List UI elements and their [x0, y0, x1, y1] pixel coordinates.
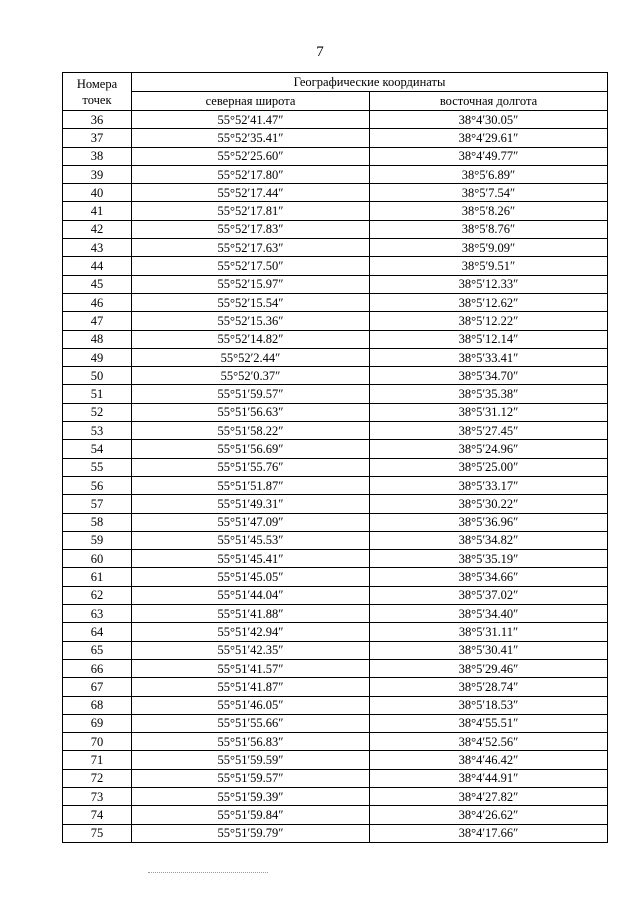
table-row	[63, 678, 608, 696]
point-number-cell: 40	[63, 184, 132, 202]
latitude-cell: 55°51′42.94″	[132, 623, 370, 641]
longitude-cell: 38°5′33.41″	[370, 348, 608, 366]
point-number-cell: 75	[63, 824, 132, 842]
table-row	[63, 641, 608, 659]
latitude-cell: 55°51′41.57″	[132, 659, 370, 677]
latitude-cell: 55°51′59.59″	[132, 751, 370, 769]
table-row	[63, 769, 608, 787]
latitude-cell: 55°51′46.05″	[132, 696, 370, 714]
longitude-cell: 38°5′35.19″	[370, 550, 608, 568]
point-number-cell: 51	[63, 385, 132, 403]
table-row	[63, 568, 608, 586]
longitude-cell: 38°5′31.11″	[370, 623, 608, 641]
table-row	[63, 220, 608, 238]
point-number-cell: 68	[63, 696, 132, 714]
point-number-cell: 72	[63, 769, 132, 787]
point-number-cell: 60	[63, 550, 132, 568]
longitude-cell: 38°4′26.62″	[370, 806, 608, 824]
longitude-cell: 38°4′44.91″	[370, 769, 608, 787]
point-number-cell: 54	[63, 440, 132, 458]
point-number-cell: 66	[63, 659, 132, 677]
table-row	[63, 147, 608, 165]
table-row	[63, 165, 608, 183]
latitude-cell: 55°51′55.76″	[132, 458, 370, 476]
latitude-cell: 55°51′59.79″	[132, 824, 370, 842]
longitude-cell: 38°5′30.22″	[370, 495, 608, 513]
point-number-cell: 69	[63, 714, 132, 732]
table-row	[63, 111, 608, 129]
point-number-cell: 73	[63, 787, 132, 805]
longitude-cell: 38°4′55.51″	[370, 714, 608, 732]
table-row	[63, 733, 608, 751]
table-row	[63, 348, 608, 366]
latitude-cell: 55°52′17.63″	[132, 239, 370, 257]
point-number-cell: 64	[63, 623, 132, 641]
table-row	[63, 367, 608, 385]
longitude-cell: 38°5′36.96″	[370, 513, 608, 531]
longitude-cell: 38°5′30.41″	[370, 641, 608, 659]
point-number-cell: 46	[63, 293, 132, 311]
point-number-cell: 67	[63, 678, 132, 696]
latitude-cell: 55°51′56.63″	[132, 403, 370, 421]
latitude-cell: 55°51′47.09″	[132, 513, 370, 531]
longitude-cell: 38°5′28.74″	[370, 678, 608, 696]
latitude-cell: 55°52′15.36″	[132, 312, 370, 330]
longitude-cell: 38°4′30.05″	[370, 111, 608, 129]
table-row	[63, 495, 608, 513]
longitude-cell: 38°5′34.70″	[370, 367, 608, 385]
latitude-cell: 55°51′59.57″	[132, 385, 370, 403]
latitude-cell: 55°51′41.88″	[132, 605, 370, 623]
latitude-cell: 55°52′17.83″	[132, 220, 370, 238]
longitude-cell: 38°5′33.17″	[370, 476, 608, 494]
table-row	[63, 275, 608, 293]
latitude-cell: 55°51′55.66″	[132, 714, 370, 732]
longitude-cell: 38°5′12.14″	[370, 330, 608, 348]
point-number-cell: 44	[63, 257, 132, 275]
point-number-cell: 59	[63, 531, 132, 549]
longitude-cell: 38°4′46.42″	[370, 751, 608, 769]
latitude-cell: 55°52′17.50″	[132, 257, 370, 275]
point-number-cell: 65	[63, 641, 132, 659]
latitude-cell: 55°51′58.22″	[132, 422, 370, 440]
latitude-cell: 55°52′17.80″	[132, 165, 370, 183]
point-number-cell: 38	[63, 147, 132, 165]
table-row	[63, 257, 608, 275]
table-row	[63, 312, 608, 330]
latitude-cell: 55°52′41.47″	[132, 111, 370, 129]
longitude-cell: 38°5′9.51″	[370, 257, 608, 275]
table-row	[63, 531, 608, 549]
longitude-cell: 38°5′34.82″	[370, 531, 608, 549]
latitude-cell: 55°52′17.44″	[132, 184, 370, 202]
latitude-cell: 55°52′14.82″	[132, 330, 370, 348]
table-body	[63, 111, 608, 843]
table-row	[63, 623, 608, 641]
header-latitude: северная широта	[132, 92, 370, 111]
longitude-cell: 38°5′12.33″	[370, 275, 608, 293]
point-number-cell: 74	[63, 806, 132, 824]
longitude-cell: 38°5′9.09″	[370, 239, 608, 257]
point-number-cell: 57	[63, 495, 132, 513]
point-number-cell: 55	[63, 458, 132, 476]
table-row	[63, 659, 608, 677]
point-number-cell: 61	[63, 568, 132, 586]
header-geo-coords: Географические координаты	[132, 73, 608, 92]
table-row	[63, 513, 608, 531]
latitude-cell: 55°51′45.05″	[132, 568, 370, 586]
latitude-cell: 55°51′45.53″	[132, 531, 370, 549]
table-row	[63, 202, 608, 220]
longitude-cell: 38°4′27.82″	[370, 787, 608, 805]
point-number-cell: 71	[63, 751, 132, 769]
table-row	[63, 330, 608, 348]
table-row	[63, 696, 608, 714]
latitude-cell: 55°52′2.44″	[132, 348, 370, 366]
point-number-cell: 56	[63, 476, 132, 494]
point-number-cell: 36	[63, 111, 132, 129]
table-row	[63, 385, 608, 403]
latitude-cell: 55°51′41.87″	[132, 678, 370, 696]
longitude-cell: 38°5′7.54″	[370, 184, 608, 202]
longitude-cell: 38°5′12.22″	[370, 312, 608, 330]
longitude-cell: 38°5′35.38″	[370, 385, 608, 403]
longitude-cell: 38°5′8.26″	[370, 202, 608, 220]
table-row	[63, 605, 608, 623]
longitude-cell: 38°5′24.96″	[370, 440, 608, 458]
point-number-cell: 52	[63, 403, 132, 421]
table-row	[63, 586, 608, 604]
table-row	[63, 403, 608, 421]
point-number-cell: 58	[63, 513, 132, 531]
point-number-cell: 63	[63, 605, 132, 623]
point-number-cell: 48	[63, 330, 132, 348]
point-number-cell: 62	[63, 586, 132, 604]
longitude-cell: 38°5′8.76″	[370, 220, 608, 238]
header-points-number: Номера точек	[63, 73, 132, 111]
longitude-cell: 38°4′29.61″	[370, 129, 608, 147]
latitude-cell: 55°52′35.41″	[132, 129, 370, 147]
table-row	[63, 806, 608, 824]
table-row	[63, 751, 608, 769]
table-row	[63, 239, 608, 257]
latitude-cell: 55°51′59.39″	[132, 787, 370, 805]
latitude-cell: 55°51′59.57″	[132, 769, 370, 787]
longitude-cell: 38°5′37.02″	[370, 586, 608, 604]
table-row	[63, 787, 608, 805]
latitude-cell: 55°52′15.97″	[132, 275, 370, 293]
longitude-cell: 38°5′31.12″	[370, 403, 608, 421]
table-row	[63, 422, 608, 440]
table-row	[63, 293, 608, 311]
table-row	[63, 440, 608, 458]
latitude-cell: 55°52′15.54″	[132, 293, 370, 311]
table-row	[63, 824, 608, 842]
latitude-cell: 55°51′44.04″	[132, 586, 370, 604]
latitude-cell: 55°52′0.37″	[132, 367, 370, 385]
point-number-cell: 70	[63, 733, 132, 751]
point-number-cell: 47	[63, 312, 132, 330]
point-number-cell: 37	[63, 129, 132, 147]
longitude-cell: 38°5′29.46″	[370, 659, 608, 677]
longitude-cell: 38°5′34.66″	[370, 568, 608, 586]
footer-divider	[148, 872, 268, 873]
point-number-cell: 53	[63, 422, 132, 440]
point-number-cell: 42	[63, 220, 132, 238]
point-number-cell: 49	[63, 348, 132, 366]
point-number-cell: 41	[63, 202, 132, 220]
longitude-cell: 38°4′52.56″	[370, 733, 608, 751]
header-longitude: восточная долгота	[370, 92, 608, 111]
longitude-cell: 38°5′12.62″	[370, 293, 608, 311]
latitude-cell: 55°51′42.35″	[132, 641, 370, 659]
table-row	[63, 476, 608, 494]
latitude-cell: 55°51′56.83″	[132, 733, 370, 751]
point-number-cell: 43	[63, 239, 132, 257]
longitude-cell: 38°5′25.00″	[370, 458, 608, 476]
point-number-cell: 50	[63, 367, 132, 385]
longitude-cell: 38°5′27.45″	[370, 422, 608, 440]
point-number-cell: 45	[63, 275, 132, 293]
table-row	[63, 550, 608, 568]
latitude-cell: 55°51′45.41″	[132, 550, 370, 568]
table-row	[63, 129, 608, 147]
table-row	[63, 184, 608, 202]
latitude-cell: 55°51′49.31″	[132, 495, 370, 513]
latitude-cell: 55°51′51.87″	[132, 476, 370, 494]
longitude-cell: 38°5′6.89″	[370, 165, 608, 183]
point-number-cell: 39	[63, 165, 132, 183]
latitude-cell: 55°52′17.81″	[132, 202, 370, 220]
longitude-cell: 38°4′49.77″	[370, 147, 608, 165]
latitude-cell: 55°51′56.69″	[132, 440, 370, 458]
coordinates-table	[62, 72, 608, 843]
page-number: 7	[316, 44, 324, 60]
longitude-cell: 38°4′17.66″	[370, 824, 608, 842]
longitude-cell: 38°5′34.40″	[370, 605, 608, 623]
latitude-cell: 55°51′59.84″	[132, 806, 370, 824]
table-row	[63, 714, 608, 732]
latitude-cell: 55°52′25.60″	[132, 147, 370, 165]
table-row	[63, 458, 608, 476]
longitude-cell: 38°5′18.53″	[370, 696, 608, 714]
